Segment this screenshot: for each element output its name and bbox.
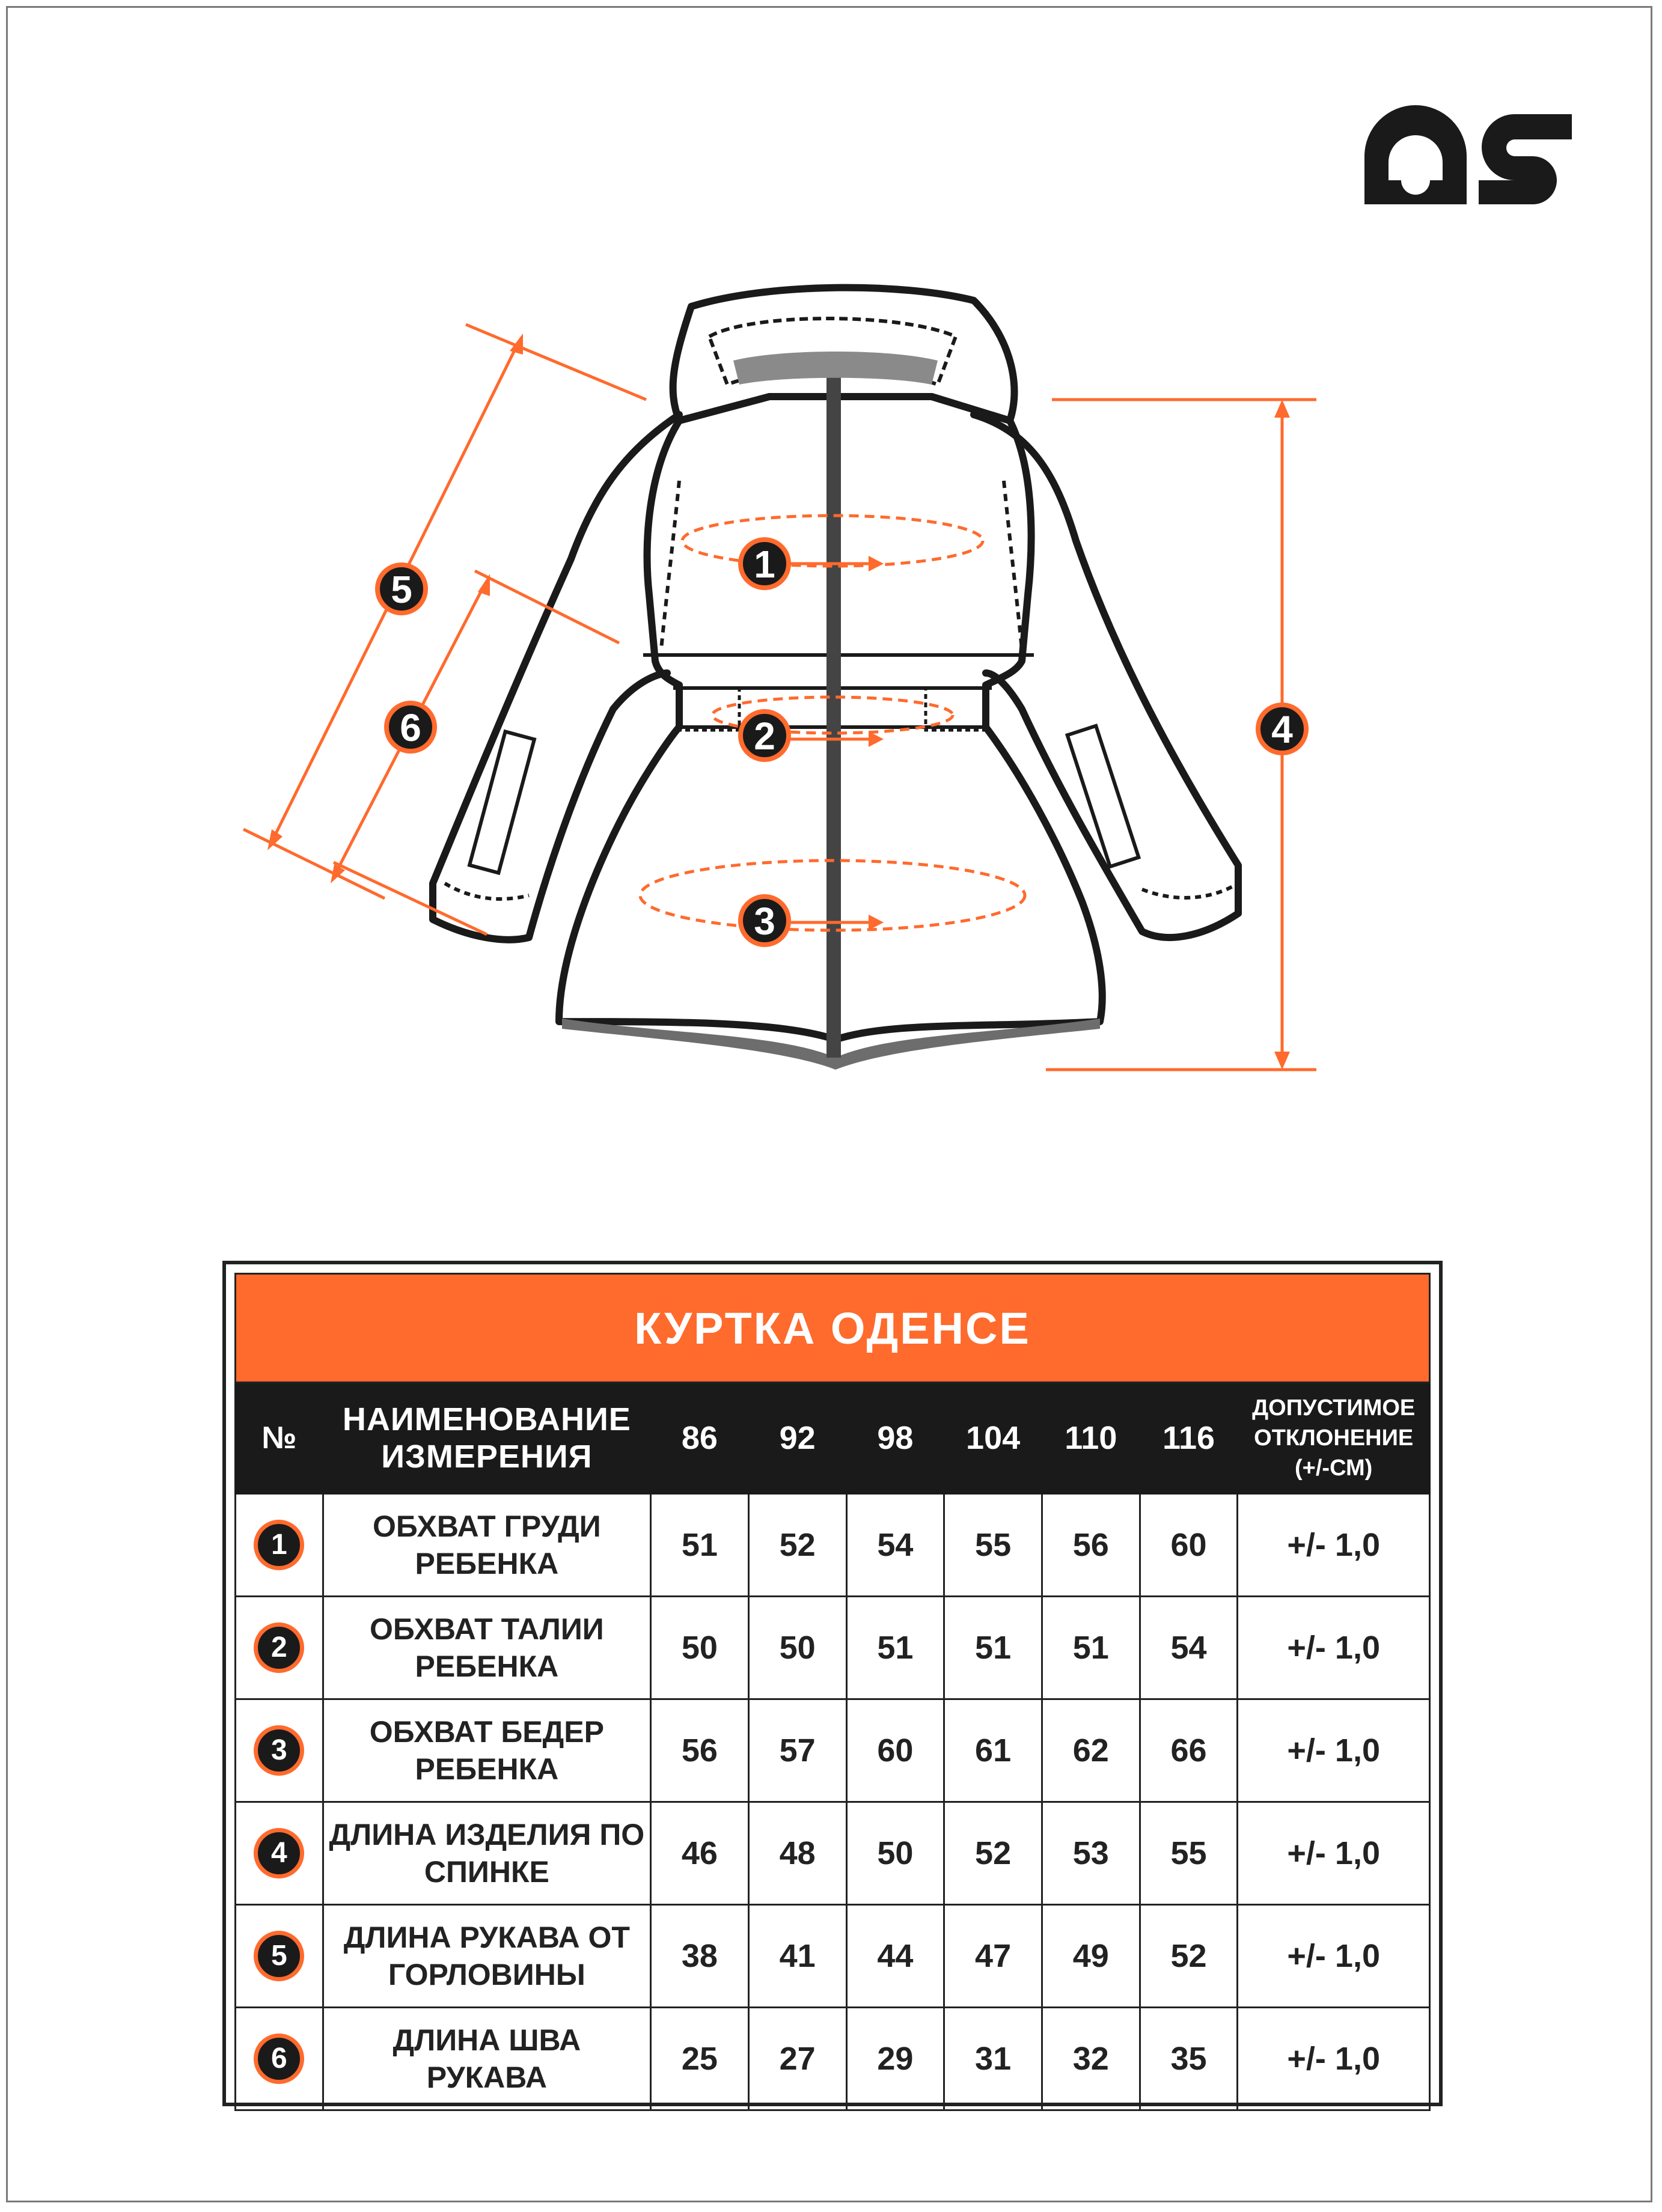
zipper bbox=[826, 373, 841, 1058]
size-value: 31 bbox=[944, 2008, 1042, 2110]
size-value: 47 bbox=[944, 1905, 1042, 2008]
badge-4 bbox=[1258, 705, 1306, 753]
size-value: 51 bbox=[651, 1494, 749, 1597]
size-value: 55 bbox=[1140, 1802, 1238, 1905]
header-number: № bbox=[236, 1383, 323, 1494]
size-value: 53 bbox=[1042, 1802, 1140, 1905]
size-value: 46 bbox=[651, 1802, 749, 1905]
size-value: 48 bbox=[748, 1802, 846, 1905]
header-size-86: 86 bbox=[651, 1383, 749, 1494]
header-size-110: 110 bbox=[1042, 1383, 1140, 1494]
measurement-name: ОБХВАТ ТАЛИИ РЕБЕНКА bbox=[323, 1597, 650, 1699]
table-row bbox=[236, 1494, 1430, 1597]
size-value: 54 bbox=[846, 1494, 944, 1597]
row-number-badge: 2 bbox=[254, 1622, 304, 1673]
badge-1 bbox=[741, 540, 789, 588]
row-number-badge: 5 bbox=[254, 1931, 304, 1981]
size-value: 66 bbox=[1140, 1699, 1238, 1802]
tolerance-value: +/- 1,0 bbox=[1238, 1802, 1430, 1905]
svg-text:3: 3 bbox=[754, 900, 775, 943]
size-value: 51 bbox=[846, 1597, 944, 1699]
table-row bbox=[236, 2008, 1430, 2110]
size-value: 62 bbox=[1042, 1699, 1140, 1802]
row-number-cell bbox=[236, 2008, 323, 2110]
header-size-92: 92 bbox=[748, 1383, 846, 1494]
header-measurement-name: НАИМЕНОВАНИЕ ИЗМЕРЕНИЯ bbox=[323, 1383, 650, 1494]
size-value: 50 bbox=[651, 1597, 749, 1699]
size-value: 60 bbox=[846, 1699, 944, 1802]
row-number-badge: 4 bbox=[254, 1828, 304, 1878]
row-number-cell bbox=[236, 1802, 323, 1905]
size-value: 57 bbox=[748, 1699, 846, 1802]
size-value: 51 bbox=[944, 1597, 1042, 1699]
measurement-name: ДЛИНА ШВА РУКАВА bbox=[323, 2008, 650, 2110]
measurement-name: ДЛИНА РУКАВА ОТ ГОРЛОВИНЫ bbox=[323, 1905, 650, 2008]
svg-text:4: 4 bbox=[1271, 708, 1293, 751]
header-size-104: 104 bbox=[944, 1383, 1042, 1494]
row-number-cell bbox=[236, 1597, 323, 1699]
svg-text:2: 2 bbox=[754, 714, 775, 758]
tolerance-value: +/- 1,0 bbox=[1238, 1494, 1430, 1597]
size-value: 44 bbox=[846, 1905, 944, 2008]
row-number-badge: 1 bbox=[254, 1520, 304, 1570]
tolerance-value: +/- 1,0 bbox=[1238, 2008, 1430, 2110]
row-number-cell bbox=[236, 1699, 323, 1802]
measurement-name: ОБХВАТ ГРУДИ РЕБЕНКА bbox=[323, 1494, 650, 1597]
row-number-badge: 6 bbox=[254, 2034, 304, 2084]
badge-3 bbox=[741, 897, 789, 945]
size-value: 52 bbox=[748, 1494, 846, 1597]
badge-6 bbox=[386, 703, 435, 751]
size-value: 27 bbox=[748, 2008, 846, 2110]
svg-text:6: 6 bbox=[400, 706, 421, 749]
row-number-badge: 3 bbox=[254, 1725, 304, 1776]
tolerance-value: +/- 1,0 bbox=[1238, 1905, 1430, 2008]
measurement-name: ДЛИНА ИЗДЕЛИЯ ПО СПИНКЕ bbox=[323, 1802, 650, 1905]
header-size-116: 116 bbox=[1140, 1383, 1238, 1494]
table-row bbox=[236, 1597, 1430, 1699]
size-value: 61 bbox=[944, 1699, 1042, 1802]
size-value: 41 bbox=[748, 1905, 846, 2008]
table-title-row bbox=[236, 1274, 1430, 1383]
size-value: 56 bbox=[651, 1699, 749, 1802]
measurement-name: ОБХВАТ БЕДЕР РЕБЕНКА bbox=[323, 1699, 650, 1802]
size-value: 60 bbox=[1140, 1494, 1238, 1597]
table-row bbox=[236, 1699, 1430, 1802]
size-value: 52 bbox=[1140, 1905, 1238, 2008]
size-value: 35 bbox=[1140, 2008, 1238, 2110]
size-value: 50 bbox=[748, 1597, 846, 1699]
size-value: 29 bbox=[846, 2008, 944, 2110]
table-title: КУРТКА ОДЕНСЕ bbox=[236, 1274, 1430, 1383]
size-value: 55 bbox=[944, 1494, 1042, 1597]
tolerance-value: +/- 1,0 bbox=[1238, 1597, 1430, 1699]
size-value: 25 bbox=[651, 2008, 749, 2110]
badge-2 bbox=[741, 711, 789, 760]
size-value: 54 bbox=[1140, 1597, 1238, 1699]
size-value: 49 bbox=[1042, 1905, 1140, 2008]
svg-text:1: 1 bbox=[754, 543, 775, 586]
header-size-98: 98 bbox=[846, 1383, 944, 1494]
badge-5 bbox=[377, 565, 426, 613]
size-table-container bbox=[222, 1261, 1443, 2106]
row-number-cell bbox=[236, 1494, 323, 1597]
table-row bbox=[236, 1802, 1430, 1905]
row-number-cell bbox=[236, 1905, 323, 2008]
size-value: 52 bbox=[944, 1802, 1042, 1905]
size-value: 56 bbox=[1042, 1494, 1140, 1597]
size-value: 32 bbox=[1042, 2008, 1140, 2110]
table-row bbox=[236, 1905, 1430, 2008]
svg-text:5: 5 bbox=[391, 568, 412, 611]
size-value: 51 bbox=[1042, 1597, 1140, 1699]
tolerance-value: +/- 1,0 bbox=[1238, 1699, 1430, 1802]
size-value: 50 bbox=[846, 1802, 944, 1905]
size-table bbox=[234, 1273, 1431, 2111]
size-value: 38 bbox=[651, 1905, 749, 2008]
table-header-row bbox=[236, 1383, 1430, 1494]
header-tolerance: ДОПУСТИМОЕ ОТКЛОНЕНИЕ (+/-СМ) bbox=[1238, 1383, 1430, 1494]
